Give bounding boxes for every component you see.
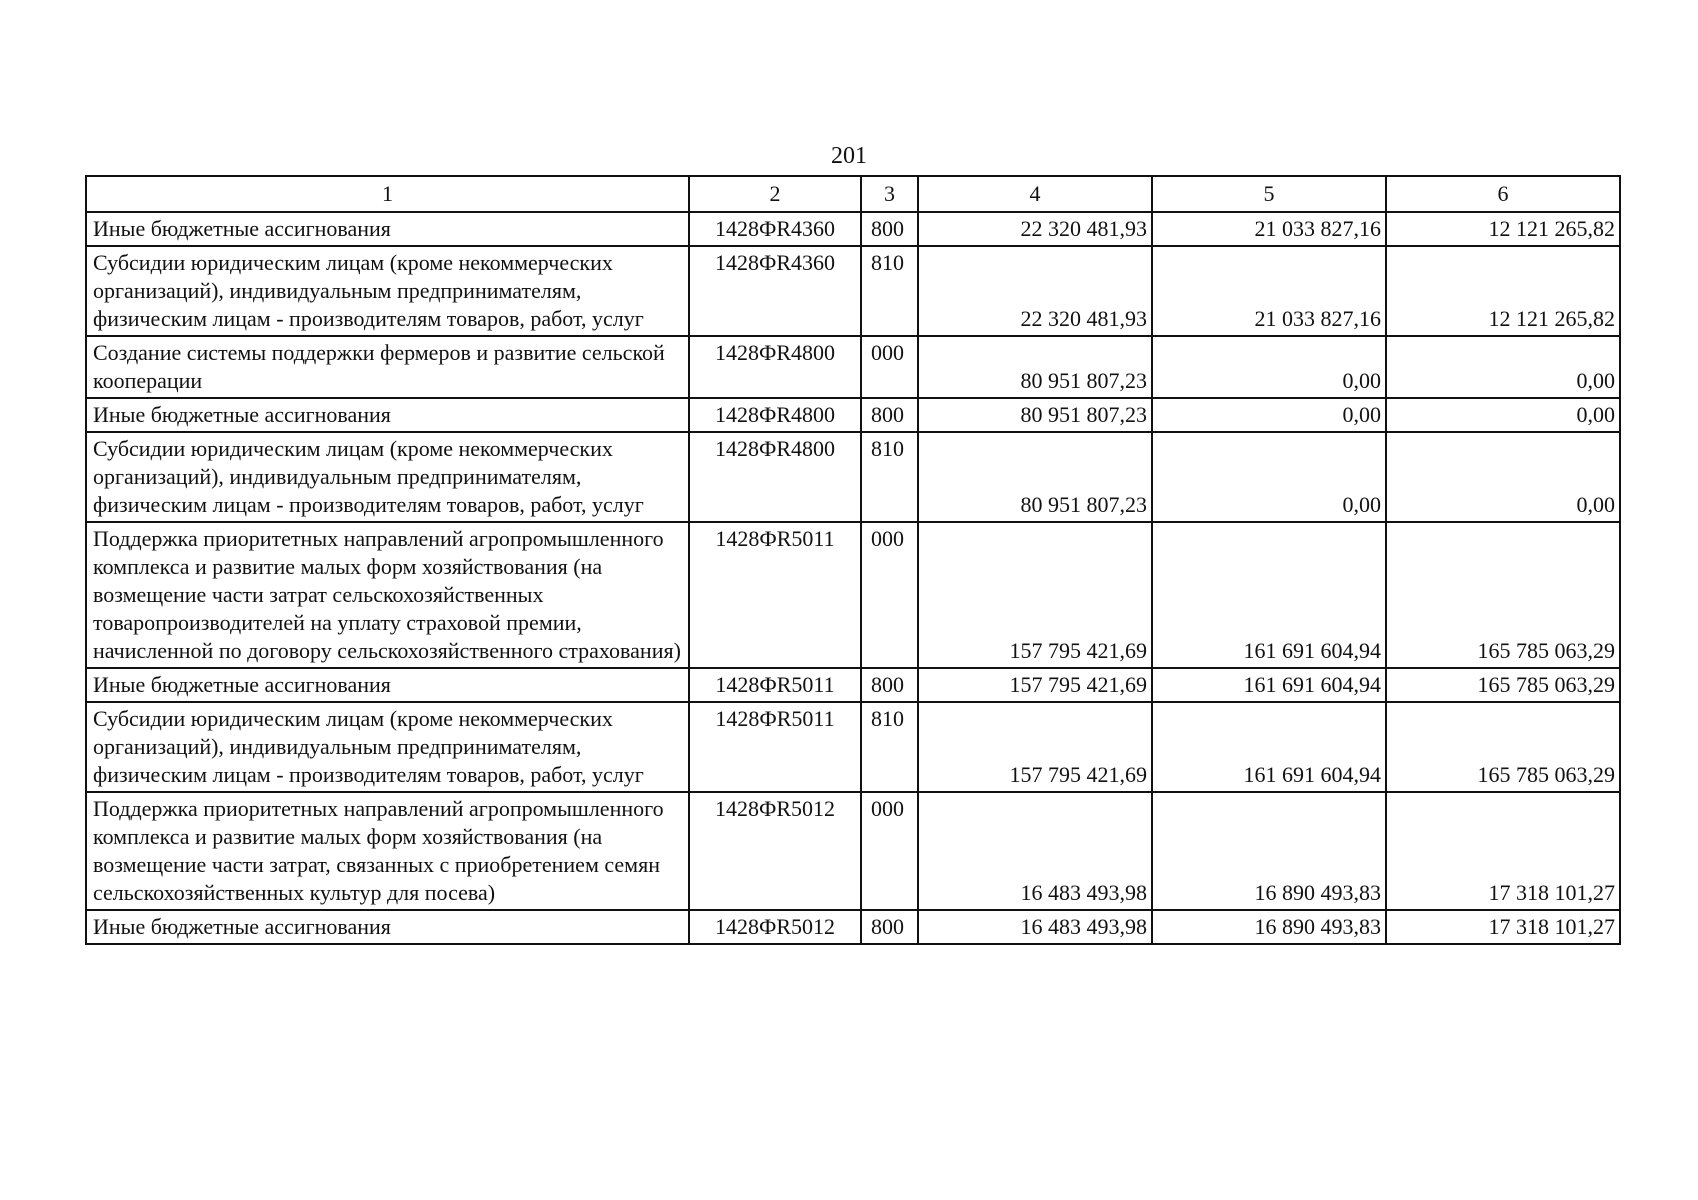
row-expense-type-cell: 000 bbox=[861, 336, 918, 398]
row-amount-col6-cell: 0,00 bbox=[1386, 432, 1620, 522]
row-expense-type-cell: 810 bbox=[861, 432, 918, 522]
row-amount-col6-cell: 17 318 101,27 bbox=[1386, 792, 1620, 910]
row-name-cell: Поддержка приоритетных направлений агропромышленного комплекса и развитие малых форм хозяйствования (на возмещение части затрат сельскохозяйственных товаропроизводителей на уплату страховой премии, начисленной по договору сельскохозяйственного страхования) bbox=[86, 522, 689, 668]
row-amount-col5-cell: 16 890 493,83 bbox=[1152, 910, 1386, 944]
page-number: 201 bbox=[831, 143, 867, 169]
row-code-cell: 1428ФR4800 bbox=[689, 336, 861, 398]
row-expense-type-cell: 810 bbox=[861, 702, 918, 792]
row-code-cell: 1428ФR4800 bbox=[689, 432, 861, 522]
row-expense-type-cell: 800 bbox=[861, 212, 918, 246]
row-expense-type-cell: 810 bbox=[861, 246, 918, 336]
row-amount-col5-cell: 161 691 604,94 bbox=[1152, 668, 1386, 702]
row-amount-col5-cell: 161 691 604,94 bbox=[1152, 522, 1386, 668]
row-amount-col4-cell: 80 951 807,23 bbox=[918, 336, 1152, 398]
row-expense-type-cell: 800 bbox=[861, 668, 918, 702]
table-row bbox=[86, 398, 1620, 432]
column-header: 2 bbox=[689, 176, 861, 212]
column-header: 3 bbox=[861, 176, 918, 212]
row-amount-col5-cell: 0,00 bbox=[1152, 432, 1386, 522]
row-amount-col5-cell: 21 033 827,16 bbox=[1152, 212, 1386, 246]
row-amount-col6-cell: 165 785 063,29 bbox=[1386, 522, 1620, 668]
table-row bbox=[86, 336, 1620, 398]
row-expense-type-cell: 000 bbox=[861, 792, 918, 910]
row-code-cell: 1428ФR5012 bbox=[689, 792, 861, 910]
row-amount-col4-cell: 80 951 807,23 bbox=[918, 398, 1152, 432]
row-amount-col4-cell: 157 795 421,69 bbox=[918, 522, 1152, 668]
row-amount-col5-cell: 0,00 bbox=[1152, 336, 1386, 398]
row-name-cell: Поддержка приоритетных направлений агропромышленного комплекса и развитие малых форм хозяйствования (на возмещение части затрат, связанных с приобретением семян сельскохозяйственных культур для посева) bbox=[86, 792, 689, 910]
row-code-cell: 1428ФR5011 bbox=[689, 668, 861, 702]
row-amount-col4-cell: 157 795 421,69 bbox=[918, 702, 1152, 792]
row-name-cell: Субсидии юридическим лицам (кроме некоммерческих организаций), индивидуальным предпринимателям, физическим лицам - производителям товаров, работ, услуг bbox=[86, 432, 689, 522]
column-header: 6 bbox=[1386, 176, 1620, 212]
row-code-cell: 1428ФR5011 bbox=[689, 702, 861, 792]
table-row bbox=[86, 246, 1620, 336]
budget-table bbox=[85, 175, 1621, 945]
row-expense-type-cell: 800 bbox=[861, 398, 918, 432]
column-header: 4 bbox=[918, 176, 1152, 212]
row-amount-col6-cell: 0,00 bbox=[1386, 398, 1620, 432]
row-amount-col6-cell: 12 121 265,82 bbox=[1386, 246, 1620, 336]
row-name-cell: Иные бюджетные ассигнования bbox=[86, 668, 689, 702]
table-row bbox=[86, 792, 1620, 910]
row-name-cell: Иные бюджетные ассигнования bbox=[86, 212, 689, 246]
row-amount-col4-cell: 16 483 493,98 bbox=[918, 792, 1152, 910]
row-amount-col6-cell: 12 121 265,82 bbox=[1386, 212, 1620, 246]
row-amount-col4-cell: 22 320 481,93 bbox=[918, 212, 1152, 246]
row-name-cell: Субсидии юридическим лицам (кроме некоммерческих организаций), индивидуальным предпринимателям, физическим лицам - производителям товаров, работ, услуг bbox=[86, 246, 689, 336]
row-amount-col4-cell: 80 951 807,23 bbox=[918, 432, 1152, 522]
row-code-cell: 1428ФR4800 bbox=[689, 398, 861, 432]
column-header: 5 bbox=[1152, 176, 1386, 212]
row-code-cell: 1428ФR4360 bbox=[689, 246, 861, 336]
row-name-cell: Иные бюджетные ассигнования bbox=[86, 910, 689, 944]
row-amount-col6-cell: 17 318 101,27 bbox=[1386, 910, 1620, 944]
table-row bbox=[86, 432, 1620, 522]
row-amount-col4-cell: 157 795 421,69 bbox=[918, 668, 1152, 702]
row-expense-type-cell: 000 bbox=[861, 522, 918, 668]
row-code-cell: 1428ФR4360 bbox=[689, 212, 861, 246]
row-code-cell: 1428ФR5012 bbox=[689, 910, 861, 944]
row-amount-col4-cell: 22 320 481,93 bbox=[918, 246, 1152, 336]
table-row bbox=[86, 212, 1620, 246]
row-amount-col6-cell: 165 785 063,29 bbox=[1386, 702, 1620, 792]
row-name-cell: Иные бюджетные ассигнования bbox=[86, 398, 689, 432]
row-amount-col5-cell: 161 691 604,94 bbox=[1152, 702, 1386, 792]
row-code-cell: 1428ФR5011 bbox=[689, 522, 861, 668]
table-row bbox=[86, 522, 1620, 668]
column-header: 1 bbox=[86, 176, 689, 212]
row-name-cell: Создание системы поддержки фермеров и развитие сельской кооперации bbox=[86, 336, 689, 398]
row-name-cell: Субсидии юридическим лицам (кроме некоммерческих организаций), индивидуальным предпринимателям, физическим лицам - производителям товаров, работ, услуг bbox=[86, 702, 689, 792]
table-row bbox=[86, 668, 1620, 702]
row-expense-type-cell: 800 bbox=[861, 910, 918, 944]
table-row bbox=[86, 702, 1620, 792]
table-header-row bbox=[86, 176, 1620, 212]
row-amount-col5-cell: 16 890 493,83 bbox=[1152, 792, 1386, 910]
row-amount-col6-cell: 0,00 bbox=[1386, 336, 1620, 398]
row-amount-col4-cell: 16 483 493,98 bbox=[918, 910, 1152, 944]
row-amount-col5-cell: 21 033 827,16 bbox=[1152, 246, 1386, 336]
row-amount-col6-cell: 165 785 063,29 bbox=[1386, 668, 1620, 702]
table-row bbox=[86, 910, 1620, 944]
row-amount-col5-cell: 0,00 bbox=[1152, 398, 1386, 432]
